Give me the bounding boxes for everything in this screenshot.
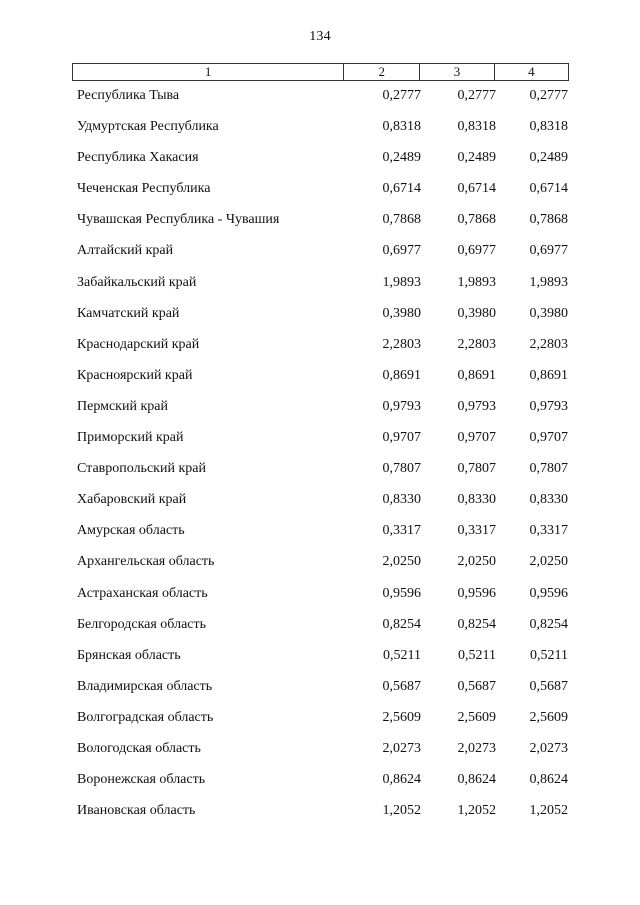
region-name-cell: Ивановская область xyxy=(77,803,196,819)
value-cell-col4: 1,2052 xyxy=(529,803,568,819)
value-cell-col2: 1,2052 xyxy=(382,803,421,819)
value-cell-col2: 2,0250 xyxy=(382,554,421,570)
value-cell-col4: 0,8691 xyxy=(529,367,568,383)
region-name-cell: Алтайский край xyxy=(77,243,174,259)
value-cell-col2: 2,0273 xyxy=(382,740,421,756)
region-name-cell: Астраханская область xyxy=(77,585,208,601)
value-cell-col3: 2,0250 xyxy=(457,554,496,570)
table-row xyxy=(0,367,640,398)
table-row xyxy=(0,522,640,553)
table-row xyxy=(0,118,640,149)
table-row xyxy=(0,460,640,491)
page-number: 134 xyxy=(309,29,331,44)
value-cell-col3: 0,8318 xyxy=(457,119,496,135)
region-name-cell: Чеченская Республика xyxy=(77,181,211,197)
value-cell-col3: 0,8330 xyxy=(457,492,496,508)
column-header-row xyxy=(73,64,569,81)
value-cell-col4: 0,8254 xyxy=(529,616,568,632)
region-name-cell: Краснодарский край xyxy=(77,336,200,352)
table-row xyxy=(0,491,640,522)
value-cell-col2: 0,8330 xyxy=(382,492,421,508)
table-row xyxy=(0,398,640,429)
value-cell-col2: 0,3980 xyxy=(382,305,421,321)
value-cell-col3: 0,6977 xyxy=(457,243,496,259)
value-cell-col2: 0,7807 xyxy=(382,461,421,477)
value-cell-col3: 0,7807 xyxy=(457,461,496,477)
table-row xyxy=(0,429,640,460)
value-cell-col2: 0,8624 xyxy=(382,772,421,788)
value-cell-col4: 0,6714 xyxy=(529,181,568,197)
region-name-cell: Волгоградская область xyxy=(77,709,214,725)
value-cell-col2: 0,6714 xyxy=(382,181,421,197)
value-cell-col2: 0,8691 xyxy=(382,367,421,383)
value-cell-col3: 0,2489 xyxy=(457,150,496,166)
value-cell-col2: 0,9793 xyxy=(382,398,421,414)
table-body xyxy=(0,87,640,833)
value-cell-col2: 0,5211 xyxy=(383,647,421,663)
value-cell-col4: 0,9793 xyxy=(529,398,568,414)
value-cell-col2: 0,6977 xyxy=(382,243,421,259)
value-cell-col2: 0,7868 xyxy=(382,212,421,228)
region-name-cell: Брянская область xyxy=(77,647,181,663)
region-name-cell: Ставропольский край xyxy=(77,461,206,477)
value-cell-col3: 1,9893 xyxy=(457,274,496,290)
value-cell-col4: 0,5211 xyxy=(530,647,568,663)
column-header-table xyxy=(72,63,569,81)
column-header-2: 2 xyxy=(344,64,420,81)
table-row xyxy=(0,242,640,273)
table-row xyxy=(0,709,640,740)
table-row xyxy=(0,585,640,616)
table-row xyxy=(0,87,640,118)
region-name-cell: Пермский край xyxy=(77,398,168,414)
table-row xyxy=(0,678,640,709)
region-name-cell: Приморский край xyxy=(77,430,184,446)
value-cell-col3: 2,2803 xyxy=(457,336,496,352)
table-row xyxy=(0,616,640,647)
value-cell-col4: 0,8624 xyxy=(529,772,568,788)
value-cell-col2: 0,3317 xyxy=(382,523,421,539)
value-cell-col2: 0,9707 xyxy=(382,430,421,446)
value-cell-col4: 0,6977 xyxy=(529,243,568,259)
value-cell-col2: 1,9893 xyxy=(382,274,421,290)
value-cell-col4: 2,2803 xyxy=(529,336,568,352)
region-name-cell: Чувашская Республика - Чувашия xyxy=(77,212,280,228)
table-row xyxy=(0,771,640,802)
value-cell-col3: 0,9793 xyxy=(457,398,496,414)
table-row xyxy=(0,553,640,584)
value-cell-col3: 0,5687 xyxy=(457,678,496,694)
table-row xyxy=(0,802,640,833)
value-cell-col3: 0,7868 xyxy=(457,212,496,228)
value-cell-col3: 0,6714 xyxy=(457,181,496,197)
region-name-cell: Удмуртская Республика xyxy=(77,119,219,135)
value-cell-col3: 1,2052 xyxy=(457,803,496,819)
value-cell-col2: 0,8318 xyxy=(382,119,421,135)
value-cell-col3: 0,3980 xyxy=(457,305,496,321)
region-name-cell: Республика Тыва xyxy=(77,88,180,103)
value-cell-col3: 0,5211 xyxy=(458,647,496,663)
column-header-3: 3 xyxy=(420,64,494,81)
value-cell-col3: 0,9707 xyxy=(457,430,496,446)
value-cell-col3: 0,8254 xyxy=(457,616,496,632)
column-header-1: 1 xyxy=(73,64,344,81)
value-cell-col4: 0,3980 xyxy=(529,305,568,321)
value-cell-col4: 2,5609 xyxy=(529,709,568,725)
value-cell-col4: 0,2777 xyxy=(529,88,568,103)
table-row xyxy=(0,180,640,211)
region-name-cell: Красноярский край xyxy=(77,367,193,383)
value-cell-col4: 0,2489 xyxy=(529,150,568,166)
value-cell-col4: 0,8318 xyxy=(529,119,568,135)
value-cell-col3: 0,8624 xyxy=(457,772,496,788)
value-cell-col3: 2,5609 xyxy=(457,709,496,725)
table-row xyxy=(0,211,640,242)
value-cell-col4: 0,9707 xyxy=(529,430,568,446)
region-name-cell: Воронежская область xyxy=(77,772,206,788)
region-name-cell: Забайкальский край xyxy=(77,274,197,290)
value-cell-col4: 0,3317 xyxy=(529,523,568,539)
value-cell-col4: 2,0250 xyxy=(529,554,568,570)
value-cell-col4: 0,7807 xyxy=(529,461,568,477)
table-row xyxy=(0,274,640,305)
table-row xyxy=(0,149,640,180)
value-cell-col3: 0,3317 xyxy=(457,523,496,539)
region-name-cell: Хабаровский край xyxy=(77,492,187,508)
region-name-cell: Вологодская область xyxy=(77,740,201,756)
region-name-cell: Архангельская область xyxy=(77,554,215,570)
region-name-cell: Амурская область xyxy=(77,523,185,539)
value-cell-col2: 2,5609 xyxy=(382,709,421,725)
value-cell-col4: 1,9893 xyxy=(529,274,568,290)
value-cell-col2: 2,2803 xyxy=(382,336,421,352)
value-cell-col4: 0,9596 xyxy=(529,585,568,601)
value-cell-col4: 0,7868 xyxy=(529,212,568,228)
value-cell-col4: 2,0273 xyxy=(529,740,568,756)
value-cell-col4: 0,8330 xyxy=(529,492,568,508)
region-name-cell: Камчатский край xyxy=(77,305,180,321)
value-cell-col2: 0,8254 xyxy=(382,616,421,632)
value-cell-col3: 0,9596 xyxy=(457,585,496,601)
value-cell-col3: 0,8691 xyxy=(457,367,496,383)
value-cell-col3: 2,0273 xyxy=(457,740,496,756)
table-row xyxy=(0,336,640,367)
region-name-cell: Республика Хакасия xyxy=(77,150,199,166)
table-row xyxy=(0,647,640,678)
value-cell-col2: 0,2489 xyxy=(382,150,421,166)
value-cell-col2: 0,5687 xyxy=(382,678,421,694)
value-cell-col3: 0,2777 xyxy=(457,88,496,103)
table-row xyxy=(0,740,640,771)
column-header-4: 4 xyxy=(494,64,568,81)
value-cell-col2: 0,9596 xyxy=(382,585,421,601)
region-name-cell: Белгородская область xyxy=(77,616,207,632)
value-cell-col2: 0,2777 xyxy=(382,88,421,103)
value-cell-col4: 0,5687 xyxy=(529,678,568,694)
table-row xyxy=(0,305,640,336)
region-name-cell: Владимирская область xyxy=(77,678,213,694)
